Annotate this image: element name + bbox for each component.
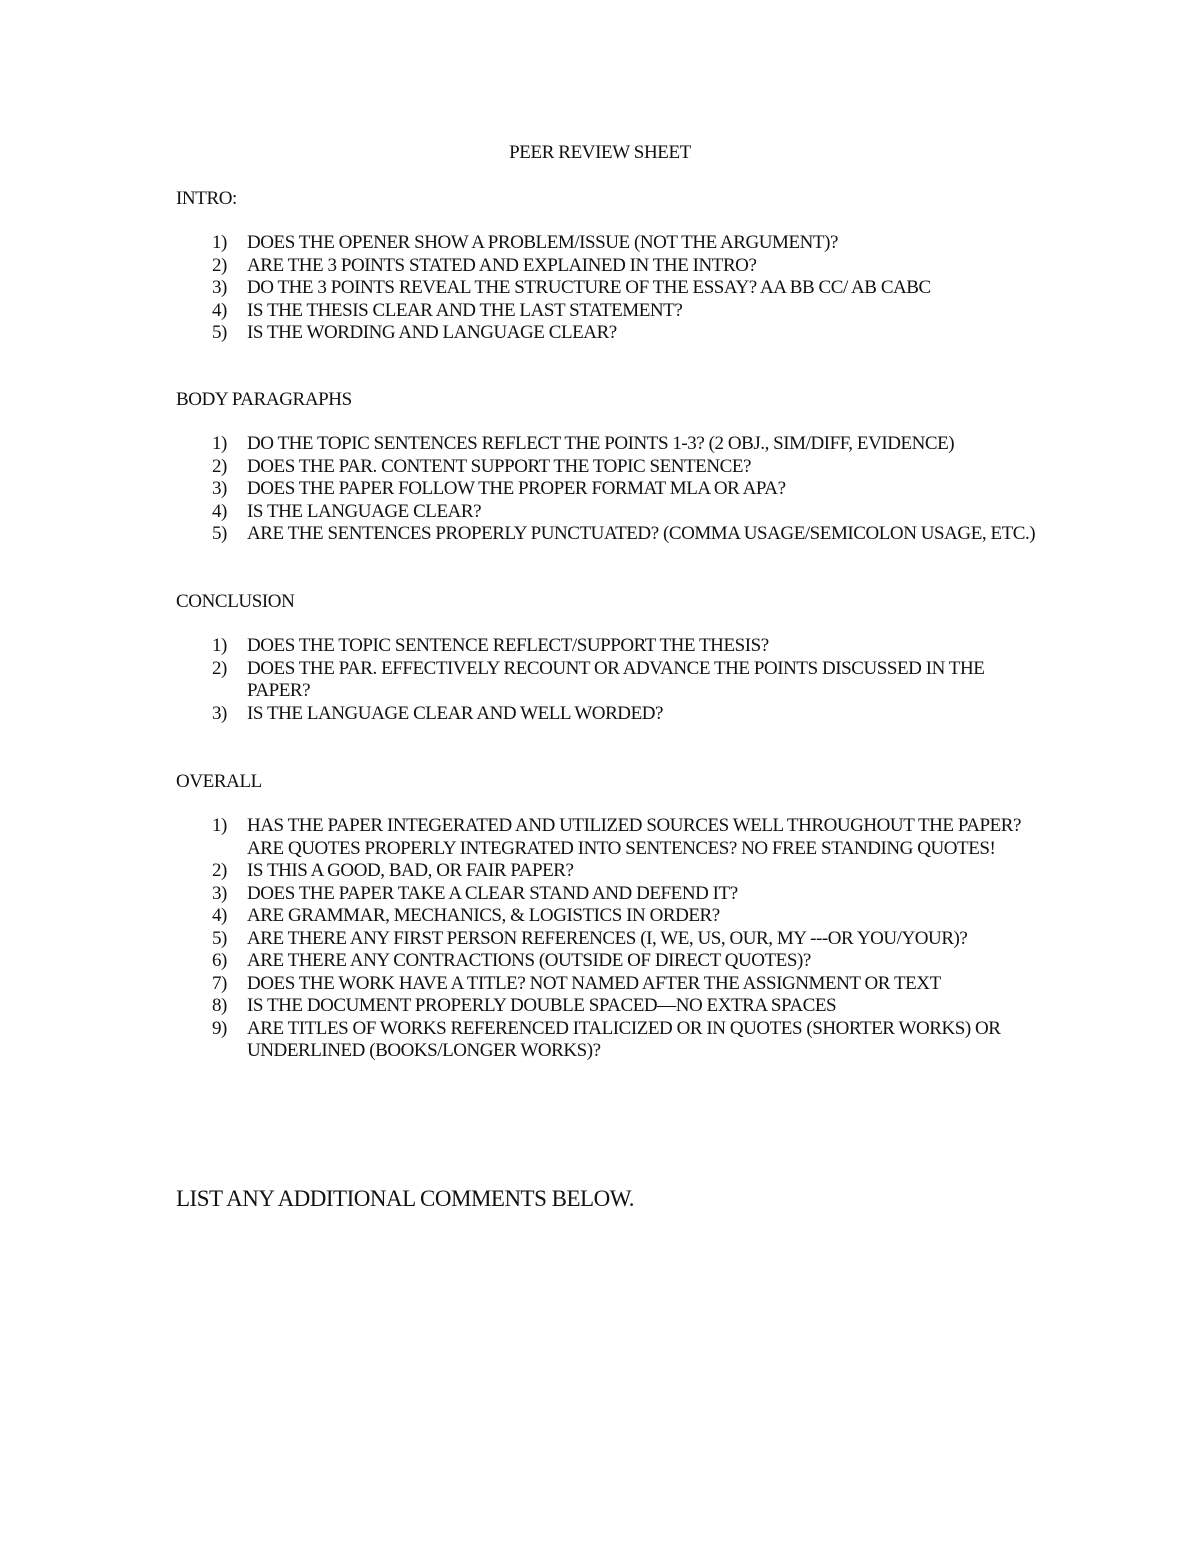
item-text: DO THE TOPIC SENTENCES REFLECT THE POINTS 1-3? (2 OBJ., SIM/DIFF, EVIDENCE) [247,433,955,454]
item-text: HAS THE PAPER INTEGERATED AND UTILIZED SOURCES WELL THROUGHOUT THE PAPER? ARE QUOTES PROPERLY INTEGRATED INTO SENTENCES? NO FREE STANDING QUOTES! [247,815,1021,859]
section-heading-overall: OVERALL [176,771,262,792]
item-number: 2) [212,860,227,881]
intro-question-list [176,232,1036,345]
list-item [176,255,1036,278]
section-heading-body-paragraphs: BODY PARAGRAPHS [176,389,352,410]
list-item [176,478,1036,501]
item-text: ARE THE SENTENCES PROPERLY PUNCTUATED? (COMMA USAGE/SEMICOLON USAGE, ETC.) [247,523,1036,544]
list-item [176,300,1036,323]
list-item [176,860,1036,883]
item-text: ARE THERE ANY CONTRACTIONS (OUTSIDE OF DIRECT QUOTES)? [247,950,811,971]
list-item [176,501,1036,524]
item-number: 5) [212,927,227,949]
item-text: ARE THERE ANY FIRST PERSON REFERENCES (I, WE, US, OUR, MY ---OR YOU/YOUR)? [247,927,968,949]
list-item [176,232,1036,255]
item-text: DOES THE OPENER SHOW A PROBLEM/ISSUE (NOT THE ARGUMENT)? [247,232,838,253]
section-heading-intro: INTRO: [176,188,237,209]
item-text: DOES THE PAR. EFFECTIVELY RECOUNT OR ADVANCE THE POINTS DISCUSSED IN THE PAPER? [247,657,985,701]
item-number: 3) [212,277,227,298]
item-number: 2) [212,254,227,276]
item-number: 4) [212,905,227,926]
item-text: ARE TITLES OF WORKS REFERENCED ITALICIZED OR IN QUOTES (SHORTER WORKS) OR UNDERLINED (BOOKS/LONGER WORKS)? [247,1017,1001,1061]
list-item [176,322,1036,345]
item-text: DOES THE WORK HAVE A TITLE? NOT NAMED AFTER THE ASSIGNMENT OR TEXT [247,972,941,994]
list-item [176,703,1036,726]
item-text: DOES THE TOPIC SENTENCE REFLECT/SUPPORT THE THESIS? [247,635,769,656]
list-item [176,928,1036,951]
item-number: 3) [212,882,227,904]
list-item [176,950,1036,973]
item-number: 1) [212,635,227,656]
item-number: 1) [212,232,227,253]
list-item [176,635,1036,658]
item-text: DOES THE PAPER FOLLOW THE PROPER FORMAT MLA OR APA? [247,478,786,499]
item-text: DOES THE PAPER TAKE A CLEAR STAND AND DEFEND IT? [247,882,738,904]
item-number: 7) [212,972,227,994]
item-number: 5) [212,523,227,544]
section-heading-conclusion: CONCLUSION [176,591,295,612]
item-text: IS THE WORDING AND LANGUAGE CLEAR? [247,322,617,343]
item-number: 8) [212,995,227,1016]
item-number: 5) [212,322,227,343]
item-text: IS THE DOCUMENT PROPERLY DOUBLE SPACED—NO EXTRA SPACES [247,995,837,1016]
item-number: 4) [212,500,227,522]
list-item [176,905,1036,928]
item-number: 3) [212,702,227,724]
page-title: PEER REVIEW SHEET [509,142,691,163]
item-number: 1) [212,433,227,454]
list-item [176,523,1036,546]
item-number: 2) [212,657,227,679]
list-item [176,995,1036,1018]
list-item [176,973,1036,996]
item-number: 1) [212,815,227,836]
item-number: 9) [212,1017,227,1039]
item-text: DO THE 3 POINTS REVEAL THE STRUCTURE OF THE ESSAY? AA BB CC/ AB CABC [247,277,931,298]
item-text: IS THIS A GOOD, BAD, OR FAIR PAPER? [247,860,574,881]
item-text: IS THE LANGUAGE CLEAR AND WELL WORDED? [247,702,663,724]
list-item [176,277,1036,300]
additional-comments-prompt: LIST ANY ADDITIONAL COMMENTS BELOW. [176,1186,635,1211]
conclusion-question-list [176,635,1036,725]
list-item [176,883,1036,906]
item-text: ARE THE 3 POINTS STATED AND EXPLAINED IN THE INTRO? [247,254,757,276]
item-number: 4) [212,299,227,321]
item-text: ARE GRAMMAR, MECHANICS, & LOGISTICS IN ORDER? [247,905,720,926]
list-item [176,433,1036,456]
item-number: 2) [212,455,227,477]
item-number: 3) [212,478,227,499]
list-item [176,456,1036,479]
item-text: IS THE LANGUAGE CLEAR? [247,500,482,522]
body-question-list [176,433,1036,546]
item-text: IS THE THESIS CLEAR AND THE LAST STATEMENT? [247,299,683,321]
item-number: 6) [212,950,227,971]
overall-question-list [176,815,1036,1063]
list-item [176,1018,1036,1063]
list-item [176,815,1036,860]
item-text: DOES THE PAR. CONTENT SUPPORT THE TOPIC SENTENCE? [247,455,751,477]
list-item [176,658,1036,703]
